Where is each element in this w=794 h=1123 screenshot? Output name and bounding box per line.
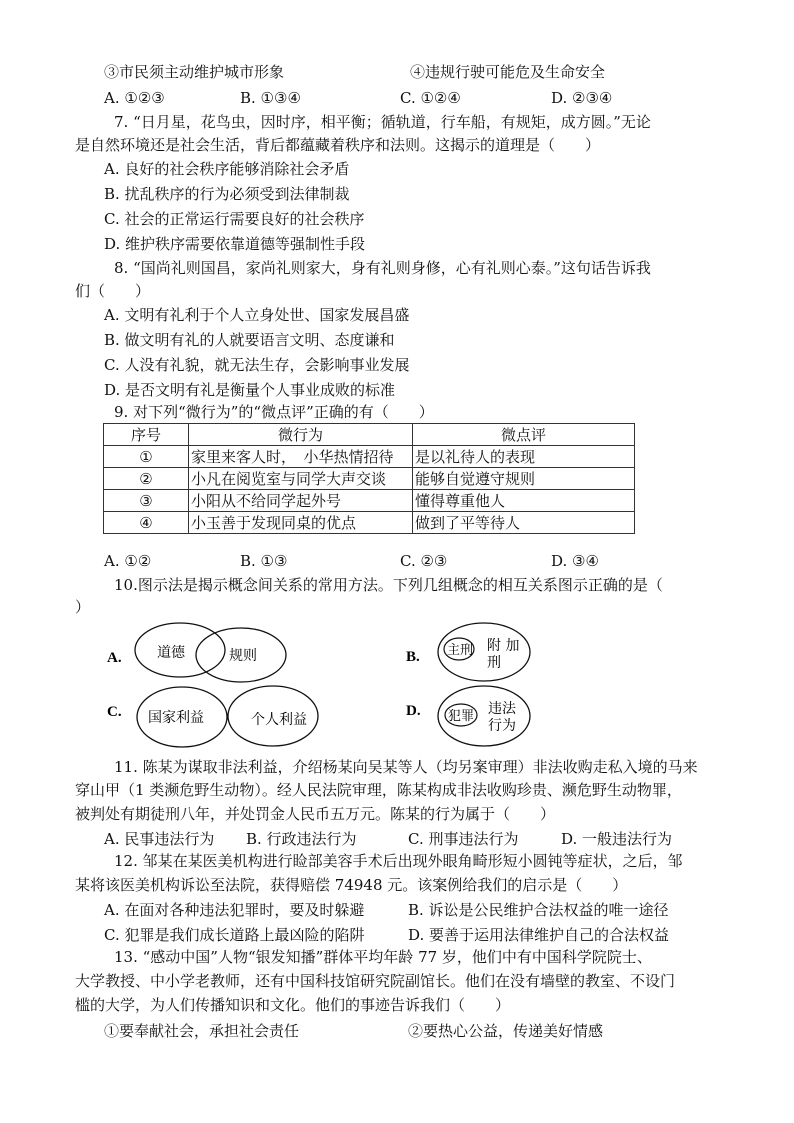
q12-stem-line2: 某将该医美机构诉讼至法院，获得赔偿 74948 元。该案例给我们的启示是（ ） xyxy=(75,876,628,894)
diagram-c-left-label: 国家利益 xyxy=(148,710,204,726)
diagram-b-letter: B. xyxy=(406,649,420,665)
q6-option-c: C. ①②④ xyxy=(400,89,461,107)
diagram-a xyxy=(107,623,286,682)
table-cell: 家里来客人时， 小华热情招待 xyxy=(189,446,413,468)
q13-item-1: ①要奉献社会，承担社会责任 xyxy=(104,1022,300,1040)
q11-option-b: B. 行政违法行为 xyxy=(246,830,357,848)
q8-stem-line2: 们（ ） xyxy=(75,282,151,300)
table-cell: 小玉善于发现同桌的优点 xyxy=(189,512,413,534)
q12-option-b: B. 诉讼是公民维护合法权益的唯一途径 xyxy=(408,901,669,919)
q8-stem-line1: 8. “国尚礼则国昌，家尚礼则家大，身有礼则身修，心有礼则心泰。”这句话告诉我 xyxy=(114,259,651,277)
q13-item-2: ②要热心公益，传递美好情感 xyxy=(408,1022,604,1040)
diagram-b-outer-label-2: 刑 xyxy=(487,655,501,671)
table-cell: 小阳从不给同学起外号 xyxy=(189,490,413,512)
q11-option-c: C. 刑事违法行为 xyxy=(408,830,519,848)
table-cell: 做到了平等待人 xyxy=(413,512,635,534)
table-cell: 是以礼待人的表现 xyxy=(413,446,635,468)
q7-option-c: C. 社会的正常运行需要良好的社会秩序 xyxy=(104,210,365,228)
diagram-a-right-label: 规则 xyxy=(229,648,257,664)
q9-option-d: D. ③④ xyxy=(551,552,599,570)
diagram-d-outer-label-2: 行为 xyxy=(488,718,516,734)
diagram-b-inner-label: 主刑 xyxy=(447,643,474,658)
q11-stem-line1: 11. 陈某为谋取非法利益，介绍杨某向吴某等人（均另案审理）非法收购走私入境的马来 xyxy=(114,758,698,776)
q6-option-a: A. ①②③ xyxy=(104,89,165,107)
diagram-b xyxy=(406,623,530,681)
diagram-a-letter: A. xyxy=(107,650,122,666)
diagram-d-letter: D. xyxy=(406,703,421,719)
header-cell-index: 序号 xyxy=(104,424,189,446)
table-cell: 能够自觉遵守规则 xyxy=(413,468,635,490)
q9-stem: 9. 对下列“微行为”的“微点评”正确的有（ ） xyxy=(114,403,434,421)
q8-option-c: C. 人没有礼貌，就无法生存，会影响事业发展 xyxy=(104,356,410,374)
table-cell: 懂得尊重他人 xyxy=(413,490,635,512)
q11-option-a: A. 民事违法行为 xyxy=(104,830,215,848)
q12-stem-line1: 12. 邹某在某医美机构进行睑部美容手术后出现外眼角畸形短小圆钝等症状，之后，邹 xyxy=(114,852,683,870)
q11-stem-line3: 被判处有期徒刑八年，并处罚金人民币五万元。陈某的行为属于（ ） xyxy=(75,805,556,823)
table-cell: ① xyxy=(104,446,189,468)
diagram-b-outer-label-1: 附 加 xyxy=(487,638,520,654)
q10-stem-line2: ） xyxy=(75,598,91,616)
diagram-c-letter: C. xyxy=(107,704,122,720)
q9-option-c: C. ②③ xyxy=(400,552,448,570)
q7-stem-line1: 7. “日月星，花鸟虫，因时序，相平衡；循轨道，行车船，有规矩，成方圆。”无论 xyxy=(114,113,651,131)
q8-option-a: A. 文明有礼利于个人立身处世、国家发展昌盛 xyxy=(104,306,410,324)
q8-option-b: B. 做文明有礼的人就要语言文明、态度谦和 xyxy=(104,331,395,349)
header-cell-comment: 微点评 xyxy=(413,424,635,446)
q13-stem-line3: 槛的大学，为人们传播知识和文化。他们的事迹告诉我们（ ） xyxy=(75,996,511,1014)
q9-option-b: B. ①③ xyxy=(240,552,288,570)
q6-item-4: ④违规行驶可能危及生命安全 xyxy=(410,63,606,81)
q10-stem-line1: 10.图示法是揭示概念间关系的常用方法。下列几组概念的相互关系图示正确的是（ xyxy=(114,576,663,594)
table-cell: ④ xyxy=(104,512,189,534)
q12-option-d: D. 要善于运用法律维护自己的合法权益 xyxy=(408,926,670,944)
q6-option-b: B. ①③④ xyxy=(240,89,301,107)
diagram-a-left-label: 道德 xyxy=(157,645,185,661)
q13-stem-line2: 大学教授、中小学老教师，还有中国科技馆研究院副馆长。他们在没有墙壁的教室、不设门 xyxy=(75,972,676,990)
q6-option-d: D. ②③④ xyxy=(551,89,613,107)
q11-option-d: D. 一般违法行为 xyxy=(561,830,673,848)
q11-stem-line2: 穿山甲（1 类濒危野生动物）。经人民法院审理，陈某构成非法收购珍贵、濒危野生动物罪， xyxy=(75,781,682,799)
table-cell: 小凡在阅览室与同学大声交谈 xyxy=(189,468,413,490)
q8-option-d: D. 是否文明有礼是衡量个人事业成败的标准 xyxy=(104,381,396,399)
diagram-c xyxy=(107,686,318,747)
diagram-d-outer-label-1: 违法 xyxy=(488,701,516,717)
q7-stem-line2: 是自然环境还是社会生活，背后都蕴藏着秩序和法则。这揭示的道理是（ ） xyxy=(75,136,601,154)
table-cell: ② xyxy=(104,468,189,490)
header-cell-behavior: 微行为 xyxy=(189,424,413,446)
diagram-d-inner-label: 犯罪 xyxy=(448,709,475,724)
q12-option-a: A. 在面对各种违法犯罪时，要及时躲避 xyxy=(104,901,365,919)
q7-option-b: B. 扰乱秩序的行为必须受到法律制裁 xyxy=(104,185,350,203)
q7-option-a: A. 良好的社会秩序能够消除社会矛盾 xyxy=(104,160,350,178)
diagram-d xyxy=(406,686,530,746)
q9-option-a: A. ①② xyxy=(104,552,152,570)
table-cell: ③ xyxy=(104,490,189,512)
diagram-c-right-label: 个人利益 xyxy=(251,712,307,728)
q12-option-c: C. 犯罪是我们成长道路上最凶险的陷阱 xyxy=(104,926,365,944)
q7-option-d: D. 维护秩序需要依靠道德等强制性手段 xyxy=(104,235,366,253)
q13-stem-line1: 13. “感动中国”人物“银发知播”群体平均年龄 77 岁，他们中有中国科学院院士、 xyxy=(114,948,652,966)
q6-item-3: ③市民须主动维护城市形象 xyxy=(104,63,285,81)
